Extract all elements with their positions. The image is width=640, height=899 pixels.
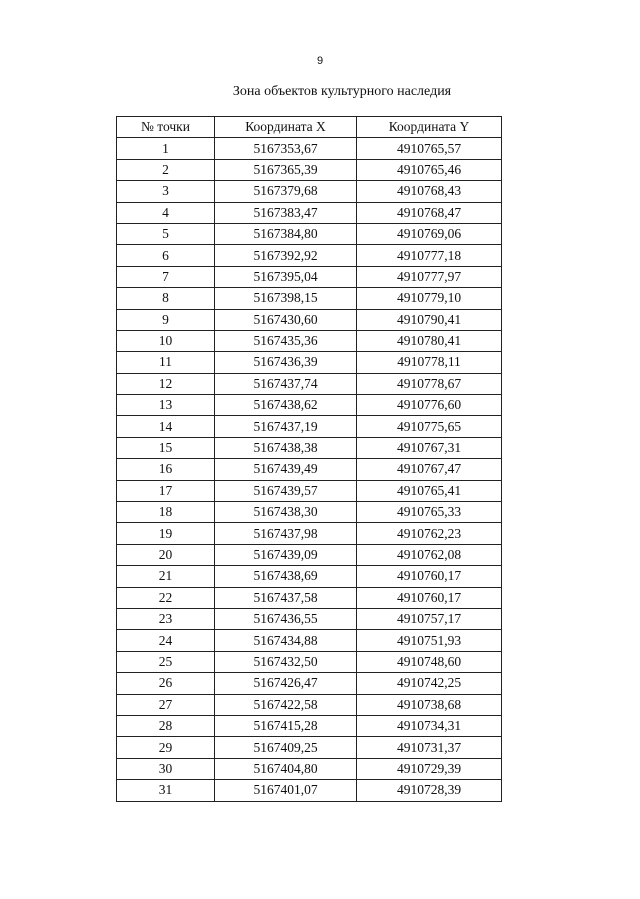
coordinate-x-cell: 5167439,57 — [215, 480, 357, 501]
point-number-cell: 31 — [117, 780, 215, 801]
coordinates-table — [116, 116, 502, 802]
table-row — [117, 630, 502, 651]
table-header-row — [117, 117, 502, 138]
table-row — [117, 138, 502, 159]
table-row — [117, 181, 502, 202]
point-number-cell: 20 — [117, 544, 215, 565]
coordinate-x-cell: 5167438,38 — [215, 437, 357, 458]
coordinate-y-cell: 4910765,41 — [357, 480, 502, 501]
header-point-number: № точки — [117, 117, 215, 138]
point-number-cell: 25 — [117, 651, 215, 672]
header-coordinate-y: Координата Y — [357, 117, 502, 138]
coordinate-x-cell: 5167437,58 — [215, 587, 357, 608]
coordinate-x-cell: 5167437,98 — [215, 523, 357, 544]
coordinate-y-cell: 4910760,17 — [357, 566, 502, 587]
coordinate-x-cell: 5167432,50 — [215, 651, 357, 672]
coordinate-y-cell: 4910765,33 — [357, 502, 502, 523]
coordinate-y-cell: 4910742,25 — [357, 673, 502, 694]
coordinate-x-cell: 5167383,47 — [215, 202, 357, 223]
table-row — [117, 352, 502, 373]
coordinate-x-cell: 5167439,09 — [215, 544, 357, 565]
table-row — [117, 544, 502, 565]
coordinate-y-cell: 4910731,37 — [357, 737, 502, 758]
coordinate-x-cell: 5167437,74 — [215, 373, 357, 394]
point-number-cell: 14 — [117, 416, 215, 437]
point-number-cell: 23 — [117, 608, 215, 629]
point-number-cell: 2 — [117, 159, 215, 180]
point-number-cell: 21 — [117, 566, 215, 587]
point-number-cell: 10 — [117, 330, 215, 351]
table-row — [117, 523, 502, 544]
coordinate-y-cell: 4910765,57 — [357, 138, 502, 159]
coordinate-y-cell: 4910762,23 — [357, 523, 502, 544]
coordinate-x-cell: 5167436,55 — [215, 608, 357, 629]
point-number-cell: 7 — [117, 266, 215, 287]
coordinate-y-cell: 4910767,31 — [357, 437, 502, 458]
table-row — [117, 245, 502, 266]
coordinate-y-cell: 4910738,68 — [357, 694, 502, 715]
table-row — [117, 587, 502, 608]
page-number: 9 — [316, 55, 324, 67]
table-row — [117, 502, 502, 523]
coordinate-x-cell: 5167438,30 — [215, 502, 357, 523]
point-number-cell: 27 — [117, 694, 215, 715]
coordinate-x-cell: 5167438,62 — [215, 395, 357, 416]
coordinate-y-cell: 4910779,10 — [357, 288, 502, 309]
point-number-cell: 24 — [117, 630, 215, 651]
coordinate-x-cell: 5167422,58 — [215, 694, 357, 715]
coordinate-x-cell: 5167415,28 — [215, 715, 357, 736]
point-number-cell: 11 — [117, 352, 215, 373]
point-number-cell: 15 — [117, 437, 215, 458]
table-row — [117, 309, 502, 330]
coordinate-x-cell: 5167435,36 — [215, 330, 357, 351]
point-number-cell: 8 — [117, 288, 215, 309]
coordinate-y-cell: 4910728,39 — [357, 780, 502, 801]
coordinate-x-cell: 5167436,39 — [215, 352, 357, 373]
coordinate-x-cell: 5167434,88 — [215, 630, 357, 651]
header-coordinate-x: Координата X — [215, 117, 357, 138]
coordinate-x-cell: 5167404,80 — [215, 758, 357, 779]
point-number-cell: 1 — [117, 138, 215, 159]
coordinate-y-cell: 4910790,41 — [357, 309, 502, 330]
coordinate-x-cell: 5167384,80 — [215, 223, 357, 244]
table-row — [117, 202, 502, 223]
table-row — [117, 651, 502, 672]
point-number-cell: 6 — [117, 245, 215, 266]
coordinate-y-cell: 4910729,39 — [357, 758, 502, 779]
coordinate-x-cell: 5167437,19 — [215, 416, 357, 437]
table-row — [117, 715, 502, 736]
coordinate-y-cell: 4910760,17 — [357, 587, 502, 608]
point-number-cell: 13 — [117, 395, 215, 416]
coordinate-y-cell: 4910768,43 — [357, 181, 502, 202]
coordinate-y-cell: 4910768,47 — [357, 202, 502, 223]
coordinate-y-cell: 4910777,97 — [357, 266, 502, 287]
coordinate-y-cell: 4910767,47 — [357, 459, 502, 480]
table-row — [117, 737, 502, 758]
coordinate-x-cell: 5167353,67 — [215, 138, 357, 159]
point-number-cell: 16 — [117, 459, 215, 480]
coordinate-y-cell: 4910765,46 — [357, 159, 502, 180]
table-row — [117, 266, 502, 287]
coordinate-y-cell: 4910751,93 — [357, 630, 502, 651]
table-row — [117, 673, 502, 694]
coordinate-x-cell: 5167392,92 — [215, 245, 357, 266]
coordinate-x-cell: 5167379,68 — [215, 181, 357, 202]
coordinate-y-cell: 4910769,06 — [357, 223, 502, 244]
table-row — [117, 758, 502, 779]
coordinate-y-cell: 4910748,60 — [357, 651, 502, 672]
table-row — [117, 437, 502, 458]
point-number-cell: 28 — [117, 715, 215, 736]
coordinate-x-cell: 5167409,25 — [215, 737, 357, 758]
coordinate-x-cell: 5167438,69 — [215, 566, 357, 587]
table-row — [117, 566, 502, 587]
point-number-cell: 19 — [117, 523, 215, 544]
coordinate-y-cell: 4910734,31 — [357, 715, 502, 736]
coordinate-y-cell: 4910757,17 — [357, 608, 502, 629]
coordinate-y-cell: 4910776,60 — [357, 395, 502, 416]
table-body — [117, 138, 502, 801]
coordinate-x-cell: 5167398,15 — [215, 288, 357, 309]
document-title: Зона объектов культурного наследия — [232, 84, 452, 99]
coordinate-y-cell: 4910762,08 — [357, 544, 502, 565]
point-number-cell: 29 — [117, 737, 215, 758]
table-row — [117, 608, 502, 629]
table-row — [117, 459, 502, 480]
coordinate-y-cell: 4910775,65 — [357, 416, 502, 437]
coordinate-y-cell: 4910777,18 — [357, 245, 502, 266]
point-number-cell: 22 — [117, 587, 215, 608]
table-row — [117, 373, 502, 394]
table-row — [117, 159, 502, 180]
table-row — [117, 416, 502, 437]
table-row — [117, 395, 502, 416]
coordinate-x-cell: 5167439,49 — [215, 459, 357, 480]
point-number-cell: 4 — [117, 202, 215, 223]
coordinate-y-cell: 4910780,41 — [357, 330, 502, 351]
table-row — [117, 780, 502, 801]
coordinate-y-cell: 4910778,11 — [357, 352, 502, 373]
point-number-cell: 26 — [117, 673, 215, 694]
point-number-cell: 5 — [117, 223, 215, 244]
point-number-cell: 17 — [117, 480, 215, 501]
coordinate-x-cell: 5167401,07 — [215, 780, 357, 801]
coordinate-x-cell: 5167426,47 — [215, 673, 357, 694]
table-row — [117, 694, 502, 715]
coordinate-x-cell: 5167395,04 — [215, 266, 357, 287]
table-row — [117, 480, 502, 501]
point-number-cell: 30 — [117, 758, 215, 779]
table-row — [117, 223, 502, 244]
point-number-cell: 9 — [117, 309, 215, 330]
point-number-cell: 3 — [117, 181, 215, 202]
coordinate-y-cell: 4910778,67 — [357, 373, 502, 394]
coordinate-x-cell: 5167365,39 — [215, 159, 357, 180]
table-row — [117, 288, 502, 309]
table-row — [117, 330, 502, 351]
point-number-cell: 18 — [117, 502, 215, 523]
point-number-cell: 12 — [117, 373, 215, 394]
coordinate-x-cell: 5167430,60 — [215, 309, 357, 330]
